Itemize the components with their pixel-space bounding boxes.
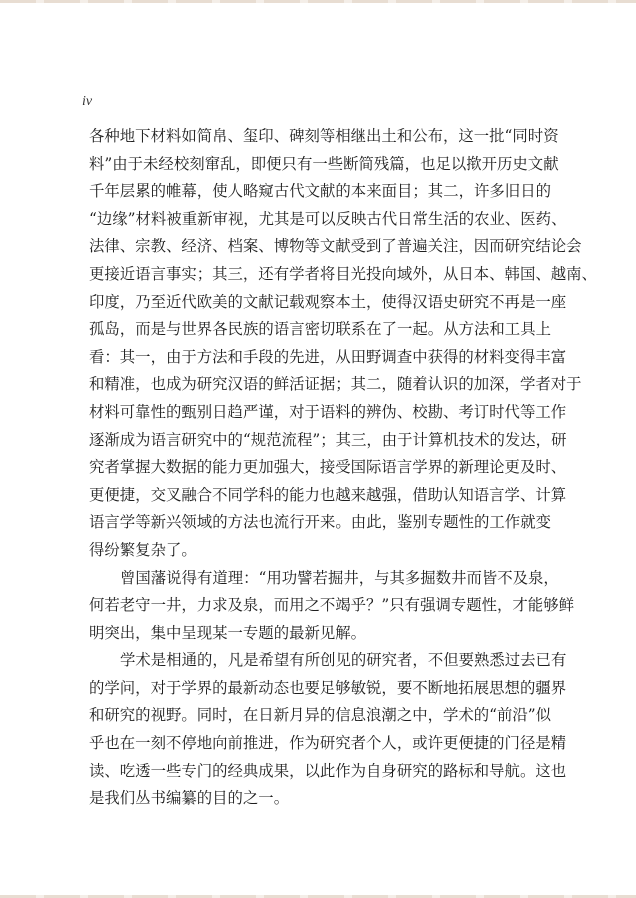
text-line: 千年层累的帷幕，使人略窥古代文献的本来面目；其二，许多旧日的 — [89, 182, 551, 201]
text-line: 逐渐成为语言研究中的“规范流程”；其三，由于计算机技术的发达，研 — [89, 430, 567, 449]
text-line: “边缘”材料被重新审视，尤其是可以反映古代日常生活的农业、医药、 — [89, 209, 567, 228]
text-line: 是我们丛书编纂的目的之一。 — [89, 789, 290, 808]
text-line: 材料可靠性的甄别日趋严谨，对于语料的辨伪、校勘、考订时代等工作 — [89, 402, 567, 421]
text-line: 学术是相通的，凡是希望有所创见的研究者，不但要熟悉过去已有 — [120, 651, 567, 670]
text-line: 更接近语言事实；其三，还有学者将目光投向域外，从日本、韩国、越南、 — [89, 264, 597, 283]
text-line: 读、吃透一些专门的经典成果，以此作为自身研究的路标和导航。这也 — [89, 761, 567, 780]
text-line: 和研究的视野。同时，在日新月异的信息浪潮之中，学术的“前沿”似 — [89, 706, 552, 725]
text-line: 乎也在一刻不停地向前推进，作为研究者个人，或许更便捷的门径是精 — [89, 734, 567, 753]
text-line: 法律、宗教、经济、档案、博物等文献受到了普遍关注，因而研究结论会 — [89, 237, 582, 256]
text-line: 何若老守一井，力求及泉，而用之不竭乎？”只有强调专题性，才能够鲜 — [89, 596, 574, 615]
text-line: 看：其一，由于方法和手段的先进，从田野调查中获得的材料变得丰富 — [89, 347, 567, 366]
text-line: 料”由于未经校刻窜乱，即便只有一些断简残篇，也足以揿开历史文献 — [89, 154, 559, 173]
text-line: 语言学等新兴领域的方法也流行开来。由此，鉴别专题性的工作就变 — [89, 513, 551, 532]
text-line: 和精准，也成为研究汉语的鲜活证据；其二，随着认识的加深，学者对于 — [89, 375, 582, 394]
top-edge-decoration — [0, 0, 636, 3]
page-number: iv — [82, 94, 93, 109]
text-line: 更便捷，交叉融合不同学科的能力也越来越强，借助认知语言学、计算 — [89, 485, 567, 504]
text-line: 的学问，对于学界的最新动态也要足够敏锐，要不断地拓展思想的疆界 — [89, 678, 567, 697]
text-line: 得纷繁复杂了。 — [89, 540, 197, 559]
body-text — [89, 123, 597, 813]
text-line: 明突出，集中呈现某一专题的最新见解。 — [89, 623, 367, 642]
text-line: 孤岛，而是与世界各民族的语言密切联系在了一起。从方法和工具上 — [89, 320, 551, 339]
text-line: 究者掌握大数据的能力更加强大，接受国际语言学界的新理论更及时、 — [89, 458, 567, 477]
text-line: 曾国藩说得有道理：“用功譬若掘井，与其多掘数井而皆不及泉， — [120, 568, 559, 587]
text-line: 各种地下材料如简帛、玺印、碑刻等相继出土和公布，这一批“同时资 — [89, 127, 559, 145]
text-line: 印度，乃至近代欧美的文献记载观察本土，使得汉语史研究不再是一座 — [89, 292, 567, 311]
